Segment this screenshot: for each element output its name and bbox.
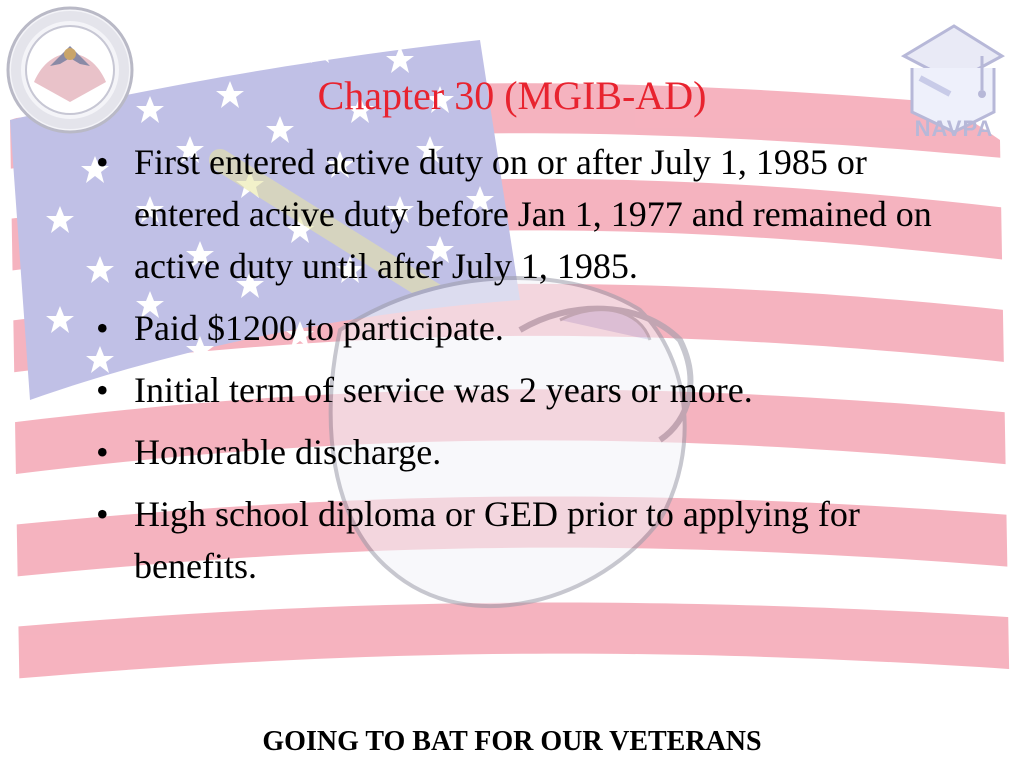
bullet-text: Honorable discharge. [134, 432, 442, 472]
bullet-text: Initial term of service was 2 years or more. [134, 370, 753, 410]
bullet-list [96, 136, 956, 602]
bullet-text: High school diploma or GED prior to applying for benefits. [134, 494, 860, 586]
bullet-item [96, 136, 956, 292]
navpa-wordmark: NAVPA [914, 116, 994, 141]
bullet-marker: • [96, 432, 109, 472]
bullet-item [96, 426, 956, 478]
bullet-marker: • [96, 308, 109, 348]
bullet-marker: • [96, 142, 109, 182]
slide-title: Chapter 30 (MGIB-AD) [317, 73, 707, 118]
bullet-marker: • [96, 370, 109, 410]
bullet-text: First entered active duty on or after July 1, 1985 or entered active duty before Jan 1, 1977 and remained on active duty until after July 1, 1985. [134, 142, 932, 286]
bullet-item [96, 364, 956, 416]
slide-footer: GOING TO BAT FOR OUR VETERANS [262, 726, 762, 757]
bullet-item [96, 488, 956, 592]
bullet-marker: • [96, 494, 109, 534]
bullet-text: Paid $1200 to participate. [134, 308, 504, 348]
bullet-item [96, 302, 956, 354]
